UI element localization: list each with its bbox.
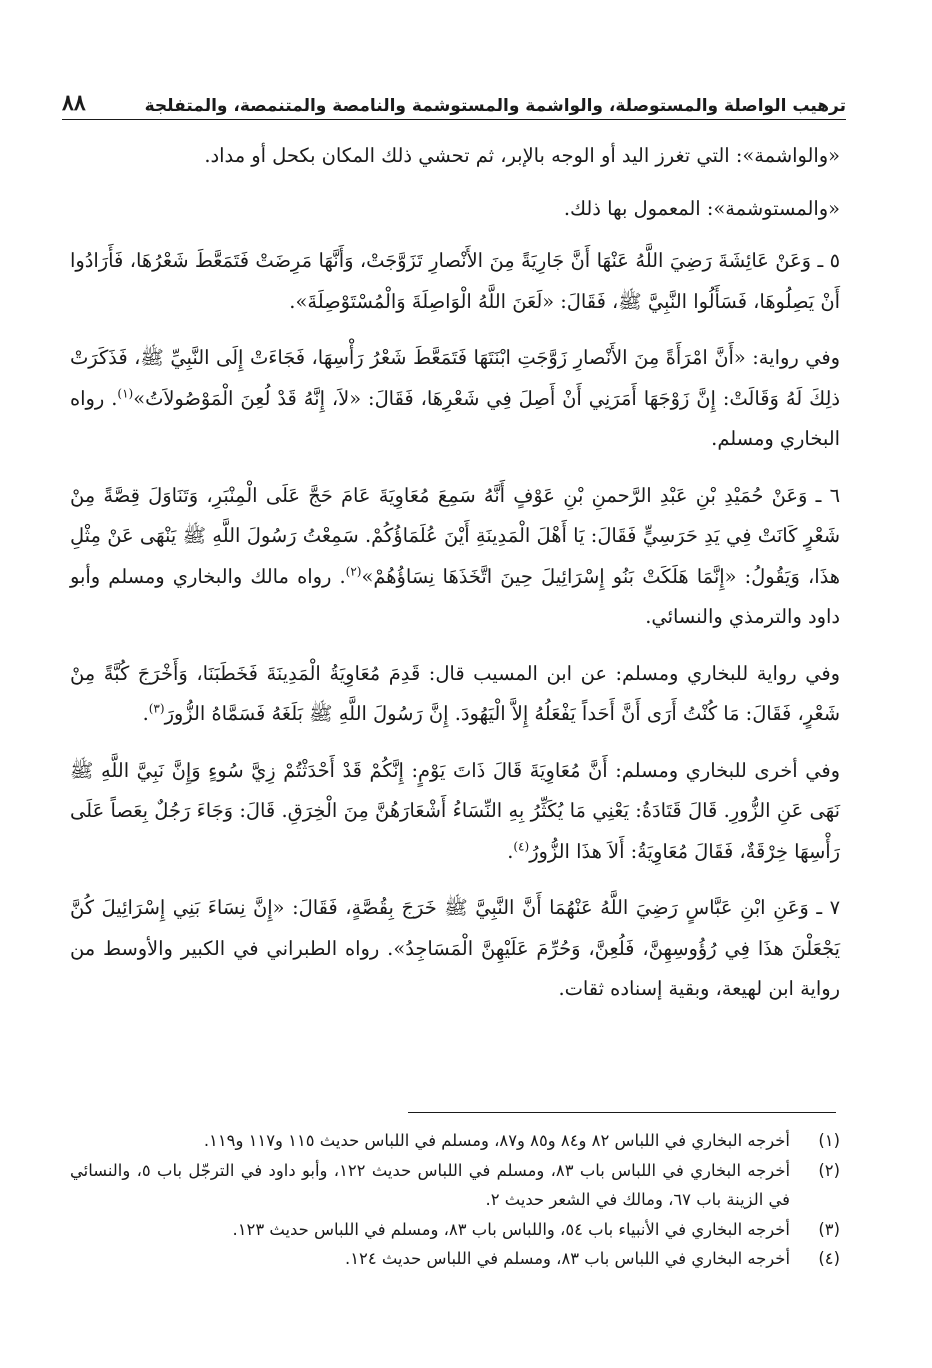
hadith-5-riwaya	[70, 338, 840, 460]
footnote-text: أخرجه البخاري في اللباس ٨٢ و٨٤ و٨٥ و٨٧، ومسلم في اللباس حديث ١١٥ و١١٧ و١١٩.	[203, 1131, 790, 1150]
footnote-item	[70, 1215, 840, 1245]
footnote-number: (٣)	[818, 1219, 840, 1239]
hadith-6-riwaya-2-text: وفي أخرى للبخاري ومسلم: أَنَّ مُعَاوِيَةَ قَالَ ذَاتَ يَوْمٍ: إِنَّكُمْ قَدْ أَحْدَثْتُمْ زِيَّ سُوءٍ وَإِنَّ نَبِيَّ اللَّهِ ﷺ نَهَى عَنِ الزُّورِ. قَالَ قَتَادَةُ: يَعْنِي مَا يُكَثِّرُ بِهِ النِّسَاءُ أَشْعَارَهُنَّ مِنَ الْخِرَقِ. قَالَ: وَجَاءَ رَجُلٌ بِعَصاً عَلَى رَأْسِهَا خِرْقَةٌ، فَقَالَ مُعَاوِيَةُ: أَلاَ هذَا الزُّورُ	[70, 758, 840, 863]
hadith-6-riwaya-1-text: وفي رواية للبخاري ومسلم: عن ابن المسيب قال: قَدِمَ مُعَاوِيَةُ الْمَدِينَةَ فَخَطَبَنَا، وَأَخْرَجَ كُبَّةً مِنْ شَعْرٍ، فَقَالَ: مَا كُنْتُ أَرَى أَنَّ أَحَداً يَفْعَلُهُ إِلاَّ الْيَهُودَ. إِنَّ رَسُولَ اللَّهِ ﷺ بَلَغَهُ فَسَمَّاهُ الزُّورَ	[70, 661, 840, 725]
footnote-item	[70, 1126, 840, 1156]
footnote-ref-4[interactable]: (٤)	[513, 839, 530, 854]
footnote-text: أخرجه البخاري في الأنبياء باب ٥٤، واللباس باب ٨٣، ومسلم في اللباس حديث ١٢٣.	[232, 1219, 790, 1239]
definition-mustawshima: «والمستوشمة»: المعمول بها ذلك.	[563, 196, 840, 220]
footnote-number: (١)	[818, 1131, 840, 1150]
definition-washima: «والواشمة»: التي تغرز اليد أو الوجه بالإبر، ثم تحشي ذلك المكان بكحل أو مداد.	[204, 144, 840, 167]
footnote-number: (٤)	[818, 1249, 840, 1268]
footnote-text: أخرجه البخاري في اللباس باب ٨٣، ومسلم في اللباس حديث ١٢٢، وأبو داود في الترجّل باب ٥، والنسائي في الزينة باب ٦٧، ومالك في الشعر حديث ٢.	[70, 1160, 791, 1209]
hadith-5: ٥ ـ وَعَنْ عَائِشَةَ رَضِيَ اللَّهُ عَنْهَا أَنَّ جَارِيَةً مِنَ الأَنْصارِ تَزَوَّجَتْ، وَأَنَّهَا مَرِضَتْ فَتَمَعَّطَ شَعْرُهَا، فَأَرَادُوا أَنْ يَصِلُوهَا، فَسَأَلُوا النَّبِيَّ ﷺ، فَقَالَ: «لَعَنَ اللَّهُ الْوَاصِلَةَ وَالْمُسْتَوْصِلَةَ».	[70, 249, 840, 313]
hadith-5-riwaya-text: وفي رواية: «أَنَّ امْرَأَةً مِنَ الأَنْصارِ زَوَّجَتِ ابْنَتَهَا فَتَمَعَّطَ شَعْرُ رَأْسِهَا، فَجَاءَتْ إِلَى النَّبِيِّ ﷺ، فَذَكَرَتْ ذلِكَ لَهُ وَقَالَتْ: إِنَّ زَوْجَهَا أَمَرَنِي أَنْ أَصِلَ فِي شَعْرِهَا، فَقَالَ: «لاَ، إِنَّهُ قَدْ لُعِنَ الْمَوْصُولاَتُ»	[70, 346, 840, 410]
running-title: ترهيب الواصلة والمستوصلة، والواشمة والمستوشمة والنامصة والمتنمصة، والمتفلجة	[144, 96, 846, 116]
hadith-6-riwaya-1-end: .	[142, 702, 149, 725]
footnote-separator	[408, 1112, 836, 1113]
footnote-number: (٢)	[818, 1160, 840, 1180]
hadith-6-riwaya-2-end: .	[507, 839, 514, 863]
hadith-6	[70, 476, 840, 638]
footnote-ref-2[interactable]: (٢)	[345, 564, 362, 579]
footnote-item	[70, 1156, 840, 1215]
footnote-item	[70, 1244, 840, 1274]
hadith-6-text: ٦ ـ وَعَنْ حُمَيْدِ بْنِ عَبْدِ الرَّحمنِ بْنِ عَوْفٍ أَنَّهُ سَمِعَ مُعَاوِيَةَ عَامَ حَجَّ عَلَى الْمِنْبَرِ، وَتَنَاوَلَ قِصَّةً مِنْ شَعْرٍ كَانَتْ فِي يَدِ حَرَسِيٍّ فَقَالَ: يَا أَهْلَ الْمَدِينَةِ أَيْنَ عُلَمَاؤُكُمْ. سَمِعْتُ رَسُولَ اللَّهِ ﷺ يَنْهَى عَنْ مِثْلِ هذَا، وَيَقُولُ: «إِنَّمَا هَلَكَتْ بَنُو إِسْرَائِيلَ حِينَ اتَّخَذَهَا نِسَاؤُهُمْ»	[70, 483, 840, 588]
footnote-ref-1[interactable]: (١)	[117, 386, 134, 401]
footnote-text: أخرجه البخاري في اللباس باب ٨٣، ومسلم في اللباس حديث ١٢٤.	[345, 1249, 790, 1268]
hadith-7: ٧ ـ وَعَنِ ابْنِ عَبَّاسٍ رَضِيَ اللَّهُ عَنْهُمَا أَنَّ النَّبِيَّ ﷺ خَرَجَ بِقُصَّةٍ، فَقَالَ: «إِنَّ نِسَاءَ بَنِي إِسْرَائِيلَ كُنَّ يَجْعَلْنَ هذَا فِي رُؤُوسِهِنَّ، فَلُعِنَّ، وَحُرِّمَ عَلَيْهِنَّ الْمَسَاجِدُ». رواه الطبراني في الكبير والأوسط من رواية ابن لهيعة، وبقية إسناده ثقات.	[70, 896, 840, 1000]
main-text	[70, 136, 840, 1026]
hadith-6-riwaya-2	[70, 751, 840, 873]
hadith-5-riwaya-source: . رواه البخاري ومسلم.	[70, 386, 840, 450]
footnote-ref-3[interactable]: (٣)	[148, 701, 165, 716]
hadith-6-source: . رواه مالك والبخاري ومسلم وأبو داود والترمذي والنسائي.	[70, 564, 840, 628]
page-number: ٨٨	[62, 90, 86, 116]
footnotes	[70, 1126, 840, 1274]
hadith-6-riwaya-1	[70, 654, 840, 735]
running-header	[62, 82, 846, 120]
